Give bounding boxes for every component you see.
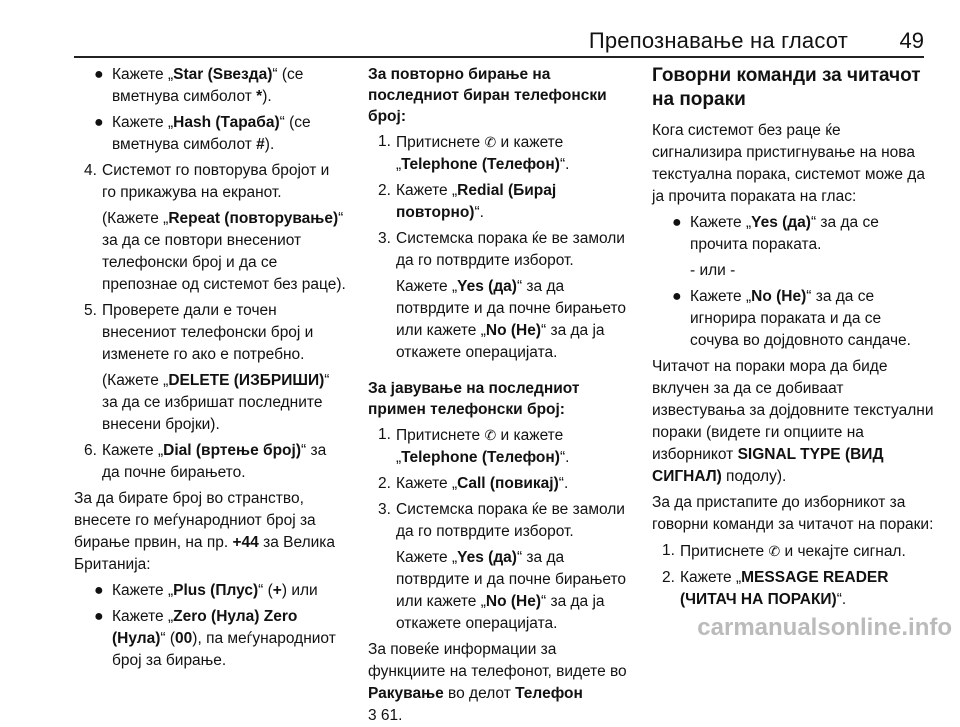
reference-arrow-icon: 3 <box>368 707 377 724</box>
redial-step-2: 2. Кажете „Redial (Бирај повторно)“. <box>378 182 557 221</box>
bullet-icon: ● <box>94 608 104 625</box>
callback-step-1: 1. Притиснете ✆ и кажете „Telephone (Телефон)“. <box>378 426 570 466</box>
phone-voice-icon: ✆ <box>484 427 497 443</box>
bullet-hash: ● Кажете „Hash (Тараба)“ (се вметнува симболот #). <box>94 114 311 153</box>
bullet-icon: ● <box>672 288 682 305</box>
page-number: 49 <box>899 28 924 53</box>
bullet-icon: ● <box>94 582 104 599</box>
bullet-no: ● Кажете „No (Не)“ за да се игнорира пораката и да се сочува во дојдовното сандаче. <box>672 288 911 349</box>
intro-paragraph: Кога системот без раце ќе сигнализира пристигнување на нова текстуална порака, системот може да ја прочита пораката на глас: <box>652 122 925 205</box>
bullet-icon: ● <box>672 214 682 231</box>
column-2 <box>368 64 636 727</box>
step-4-note: (Кажете „Repeat (повторување)“ за да се повтори внесениот телефонски број и да се препознае од системот без раце). <box>102 210 346 293</box>
callback-heading: За јавување на последниот примен телефонски број: <box>368 380 580 418</box>
step-4: 4. Системот го повторува бројот и го прикажува на екранот. <box>84 162 330 201</box>
page-reference-link[interactable]: 3 61. <box>368 707 403 724</box>
or-separator: - или - <box>690 262 736 279</box>
callback-step-2: 2. Кажете „Call (повикај)“. <box>378 475 569 492</box>
access-step-1: 1. Притиснете ✆ и чекајте сигнал. <box>662 542 906 560</box>
access-step-2: 2. Кажете „MESSAGE READER (ЧИТАЧ НА ПОРАКИ)“. <box>662 569 889 608</box>
redial-step-1: 1. Притиснете ✆ и кажете „Telephone (Телефон)“. <box>378 133 570 173</box>
bullet-icon: ● <box>94 114 104 131</box>
phone-voice-icon: ✆ <box>768 543 781 559</box>
header-rule <box>74 56 924 58</box>
section-title: Говорни команди за читачот на пораки <box>652 65 921 110</box>
watermark: carmanualsonline.info <box>697 614 952 641</box>
step-5: 5. Проверете дали е точен внесениот телефонски број и изменете го ако е потребно. <box>84 302 314 363</box>
bullet-star: ● Кажете „Star (Ѕвезда)“ (се вметнува симболот *). <box>94 66 304 105</box>
bullet-yes: ● Кажете „Yes (да)“ за да се прочита пораката. <box>672 214 879 253</box>
step-5-note: (Кажете „DELETE (ИЗБРИШИ)“ за да се избришат последните внесени бројки). <box>102 372 330 433</box>
reader-paragraph: Читачот на пораки мора да биде вклучен за да се добиваат известувања за дојдовните текстуални пораки (видете ги опциите на изборникот SIGNAL TYPE (ВИД СИГНАЛ) подолу). <box>652 358 934 485</box>
header-title: Препознавање на гласот <box>588 28 848 53</box>
column-3 <box>652 64 934 611</box>
more-info-paragraph: За повеќе информации за функциите на телефонот, видете во Ракување во делот Телефон 3 61. <box>368 641 627 724</box>
step-6: 6. Кажете „Dial (вртење број)“ за да почне бирањето. <box>84 442 327 481</box>
redial-heading: За повторно бирање на последниот биран телефонски број: <box>368 66 607 125</box>
international-paragraph: За да бирате број во странство, внесете го меѓународниот број за бирање првин, на пр. +44 за Велика Британија: <box>74 490 336 573</box>
bullet-plus: ● Кажете „Plus (Плус)“ (+) или <box>74 580 346 602</box>
phone-voice-icon: ✆ <box>484 134 497 150</box>
redial-step-3-note: Кажете „Yes (да)“ за да потврдите и да почне бирањето или кажете „No (Не)“ за да ја откажете операцијата. <box>396 278 627 361</box>
column-1 <box>74 64 346 672</box>
redial-step-3: 3. Системска порака ќе ве замоли да го потврдите изборот. <box>378 230 625 269</box>
bullet-icon: ● <box>94 66 104 83</box>
callback-step-3: 3. Системска порака ќе ве замоли да го потврдите изборот. <box>378 501 625 540</box>
page-header <box>0 0 960 58</box>
bullet-zero: ● Кажете „Zero (Нула) Zero (Нула)“ (00), па меѓународниот број за бирање. <box>94 608 336 669</box>
callback-step-3-note: Кажете „Yes (да)“ за да потврдите и да почне бирањето или кажете „No (Не)“ за да ја откажете операцијата. <box>396 549 627 632</box>
access-paragraph: За да пристапите до изборникот за говорни команди за читачот на пораки: <box>652 494 934 533</box>
